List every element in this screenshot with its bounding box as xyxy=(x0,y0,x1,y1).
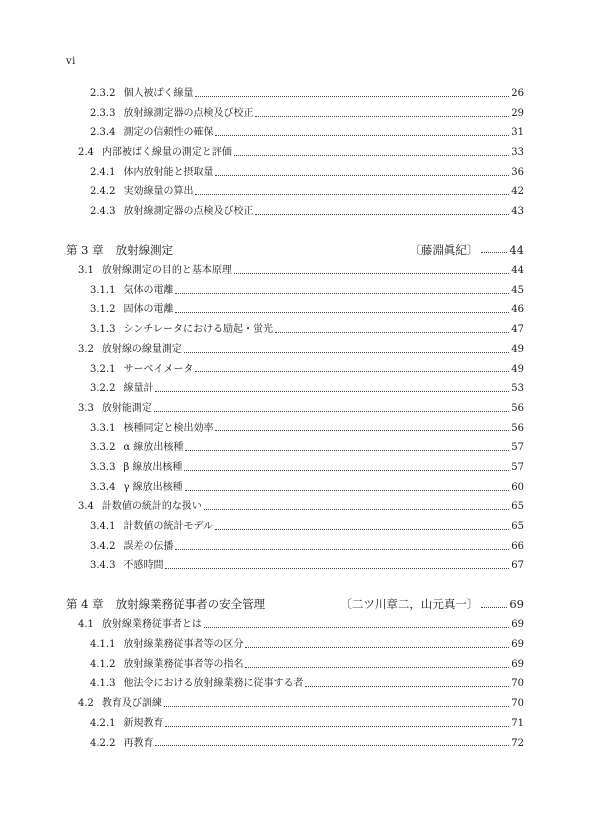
toc-subsection-entry[interactable] xyxy=(66,674,524,694)
toc-section-entry[interactable] xyxy=(66,340,524,360)
toc-entry-title: 放射能測定 xyxy=(101,402,152,414)
toc-page-number: 44 xyxy=(509,242,524,257)
toc-leader-dots xyxy=(255,213,509,215)
toc-leader-dots xyxy=(255,115,509,117)
toc-subsection-entry[interactable] xyxy=(66,478,524,498)
table-of-contents xyxy=(66,84,524,753)
page-header-number: vi xyxy=(66,56,76,67)
toc-entry-number: 2.4.1 xyxy=(90,166,116,178)
toc-entry-number: 4.1.3 xyxy=(90,678,116,690)
toc-page-number: 66 xyxy=(511,540,524,552)
toc-leader-dots xyxy=(234,272,509,274)
toc-entry-number: 3.3.1 xyxy=(90,422,116,434)
toc-leader-dots xyxy=(185,449,509,451)
toc-leader-dots xyxy=(155,390,509,392)
toc-entry-number: 4.2.2 xyxy=(90,737,116,749)
toc-page-number: 65 xyxy=(511,521,524,533)
toc-subsection-entry[interactable] xyxy=(66,84,524,104)
toc-subsection-entry[interactable] xyxy=(66,104,524,124)
toc-entry-title: 放射線測定器の点検及び校正 xyxy=(123,206,254,218)
toc-leader-dots xyxy=(215,134,509,136)
toc-page-number: 70 xyxy=(511,678,524,690)
toc-subsection-entry[interactable] xyxy=(66,734,524,754)
toc-page-number: 57 xyxy=(511,442,524,454)
toc-page-number: 45 xyxy=(511,284,524,296)
toc-entry-title: 固体の電離 xyxy=(123,304,174,316)
toc-entry-title: β 線放出核種 xyxy=(123,461,183,473)
toc-entry-number: 4.1.1 xyxy=(90,639,116,651)
toc-page-number: 42 xyxy=(511,186,524,198)
toc-page-number: 26 xyxy=(511,88,524,99)
toc-entry-number: 3.4.1 xyxy=(90,521,116,533)
toc-entry-title: 放射線測定器の点検及び校正 xyxy=(123,107,254,119)
toc-entry-number: 3.2.1 xyxy=(90,363,116,375)
toc-entry-title: 個人被ばく線量 xyxy=(123,88,194,99)
toc-page-number: 69 xyxy=(511,639,524,651)
toc-leader-dots xyxy=(184,351,509,353)
toc-leader-dots xyxy=(175,292,509,294)
toc-leader-dots xyxy=(481,251,507,253)
toc-entry-title: 放射線業務従事者等の区分 xyxy=(123,639,244,651)
toc-entry-number: 3.1.3 xyxy=(90,324,116,336)
toc-subsection-entry[interactable] xyxy=(66,182,524,202)
toc-entry-number: 2.4.2 xyxy=(90,186,116,198)
toc-entry-title: 体内放射能と摂取量 xyxy=(123,166,214,178)
toc-leader-dots xyxy=(204,626,509,628)
toc-entry-number: 3.4.2 xyxy=(90,540,116,552)
toc-entry-title: 放射線業務従事者の安全管理 xyxy=(115,597,266,612)
toc-entry-title: シンチレータにおける励起・蛍光 xyxy=(123,324,274,336)
toc-chapter-entry[interactable] xyxy=(66,594,524,615)
toc-leader-dots xyxy=(275,331,509,333)
toc-entry-title: α 線放出核種 xyxy=(123,442,184,454)
toc-subsection-entry[interactable] xyxy=(66,281,524,301)
toc-entry-title: 実効線量の算出 xyxy=(123,186,194,198)
toc-leader-dots xyxy=(215,174,509,176)
toc-page-number: 43 xyxy=(511,206,524,218)
toc-entry-number: 4.1 xyxy=(78,619,94,631)
toc-section-entry[interactable] xyxy=(66,497,524,517)
toc-page-number: 71 xyxy=(511,717,524,729)
toc-page-number: 53 xyxy=(511,383,524,395)
toc-subsection-entry[interactable] xyxy=(66,163,524,183)
toc-leader-dots xyxy=(245,666,509,668)
toc-leader-dots xyxy=(481,606,507,608)
toc-subsection-entry[interactable] xyxy=(66,635,524,655)
toc-entry-number: 2.4.3 xyxy=(90,206,116,218)
toc-entry-title: 放射線業務従事者とは xyxy=(101,619,202,631)
toc-entry-title: 不感時間 xyxy=(123,560,164,572)
toc-chapter-entry[interactable] xyxy=(66,240,524,261)
toc-entry-title: サーベイメータ xyxy=(123,363,194,375)
toc-page-number: 49 xyxy=(511,343,524,355)
toc-entry-number: 3.3.2 xyxy=(90,442,116,454)
toc-entry-title: 内部被ばく線量の測定と評価 xyxy=(101,147,232,159)
toc-entry-number: 3.1.1 xyxy=(90,284,116,296)
toc-entry-title: 他法令における放射線業務に従事する者 xyxy=(123,678,304,690)
toc-subsection-entry[interactable] xyxy=(66,537,524,557)
toc-entry-title: 測定の信頼性の確保 xyxy=(123,127,214,139)
toc-leader-dots xyxy=(164,705,509,707)
toc-leader-dots xyxy=(184,469,509,471)
toc-subsection-entry[interactable] xyxy=(66,556,524,576)
toc-leader-dots xyxy=(305,685,509,687)
toc-entry-title: 放射線測定 xyxy=(115,242,174,257)
toc-subsection-entry[interactable] xyxy=(66,202,524,222)
toc-page-number: 67 xyxy=(511,560,524,572)
toc-entry-number: 4.1.2 xyxy=(90,658,116,670)
toc-leader-dots xyxy=(175,548,509,550)
toc-entry-title: 放射線測定の目的と基本原理 xyxy=(101,265,232,277)
toc-leader-dots xyxy=(245,646,509,648)
toc-entry-number: 3.1.2 xyxy=(90,304,116,316)
toc-leader-dots xyxy=(155,744,509,746)
toc-page-number: 60 xyxy=(511,481,524,493)
toc-entry-number: 第 3 章 xyxy=(66,242,104,257)
toc-entry-number: 2.3.2 xyxy=(90,88,116,99)
toc-page-number: 72 xyxy=(511,737,524,749)
toc-page-number: 49 xyxy=(511,363,524,375)
toc-entry-title: γ 線放出核種 xyxy=(123,481,183,493)
toc-chapter-author: 〔藤淵眞紀〕 xyxy=(409,242,479,257)
toc-entry-number: 3.4 xyxy=(78,501,94,513)
toc-entry-title: 線量計 xyxy=(123,383,154,395)
toc-page-number: 36 xyxy=(511,166,524,178)
toc-subsection-entry[interactable] xyxy=(66,360,524,380)
toc-entry-title: 誤差の伝播 xyxy=(123,540,174,552)
toc-leader-dots xyxy=(175,311,509,313)
toc-entry-title: 計数値の統計モデル xyxy=(123,521,213,533)
toc-leader-dots xyxy=(195,370,509,372)
toc-entry-title: 再教育 xyxy=(123,737,154,749)
toc-page-number: 46 xyxy=(511,304,524,316)
toc-page-number: 70 xyxy=(511,698,524,710)
toc-page-number: 33 xyxy=(511,147,524,159)
toc-page-number: 57 xyxy=(511,461,524,473)
toc-page-number: 69 xyxy=(511,619,524,631)
toc-entry-number: 4.2.1 xyxy=(90,717,116,729)
toc-subsection-entry[interactable] xyxy=(66,320,524,340)
toc-entry-title: 新規教育 xyxy=(123,717,164,729)
toc-leader-dots xyxy=(195,193,509,195)
toc-subsection-entry[interactable] xyxy=(66,655,524,675)
toc-entry-number: 2.3.4 xyxy=(90,127,116,139)
toc-entry-number: 3.2.2 xyxy=(90,383,116,395)
toc-page-number: 56 xyxy=(511,422,524,434)
toc-entry-number: 4.2 xyxy=(78,698,94,710)
toc-leader-dots xyxy=(185,489,510,491)
toc-page-number: 31 xyxy=(511,127,524,139)
toc-entry-number: 3.4.3 xyxy=(90,560,116,572)
toc-leader-dots xyxy=(215,429,509,431)
toc-chapter-author: 〔二ツ川章二，山元真一〕 xyxy=(340,597,479,612)
toc-leader-dots xyxy=(195,95,509,97)
toc-subsection-entry[interactable] xyxy=(66,714,524,734)
toc-entry-title: 計数値の統計的な扱い xyxy=(101,501,202,513)
toc-page-number: 47 xyxy=(511,324,524,336)
toc-entry-number: 2.4 xyxy=(78,147,94,159)
toc-leader-dots xyxy=(204,508,509,510)
toc-entry-title: 気体の電離 xyxy=(123,284,174,296)
toc-leader-dots xyxy=(215,528,509,530)
toc-page-number: 69 xyxy=(511,658,524,670)
toc-leader-dots xyxy=(154,410,509,412)
toc-entry-number: 3.3.4 xyxy=(90,481,116,493)
toc-entry-title: 放射線の線量測定 xyxy=(101,343,182,355)
toc-section-entry[interactable] xyxy=(66,615,524,635)
toc-subsection-entry[interactable] xyxy=(66,517,524,537)
toc-entry-number: 3.1 xyxy=(78,265,94,277)
toc-page-number: 56 xyxy=(511,402,524,414)
toc-entry-number: 3.2 xyxy=(78,343,94,355)
toc-entry-number: 3.3.3 xyxy=(90,461,116,473)
toc-subsection-entry[interactable] xyxy=(66,419,524,439)
toc-section-entry[interactable] xyxy=(66,694,524,714)
toc-leader-dots xyxy=(165,725,509,727)
toc-entry-title: 放射線業務従事者等の指名 xyxy=(123,658,244,670)
toc-entry-title: 核種同定と検出効率 xyxy=(123,422,214,434)
toc-section-entry[interactable] xyxy=(66,261,524,281)
toc-entry-number: 第 4 章 xyxy=(66,597,104,612)
toc-subsection-entry[interactable] xyxy=(66,123,524,143)
toc-page-number: 69 xyxy=(509,597,524,612)
toc-leader-dots xyxy=(234,154,509,156)
toc-entry-title: 教育及び訓練 xyxy=(101,698,162,710)
toc-page-number: 29 xyxy=(511,107,524,119)
toc-entry-number: 3.3 xyxy=(78,402,94,414)
toc-section-entry[interactable] xyxy=(66,143,524,163)
toc-subsection-entry[interactable] xyxy=(66,379,524,399)
toc-subsection-entry[interactable] xyxy=(66,438,524,458)
toc-subsection-entry[interactable] xyxy=(66,300,524,320)
toc-subsection-entry[interactable] xyxy=(66,458,524,478)
toc-entry-number: 2.3.3 xyxy=(90,107,116,119)
toc-section-entry[interactable] xyxy=(66,399,524,419)
toc-leader-dots xyxy=(165,567,509,569)
toc-page-number: 44 xyxy=(511,265,524,277)
toc-page-number: 65 xyxy=(511,501,524,513)
